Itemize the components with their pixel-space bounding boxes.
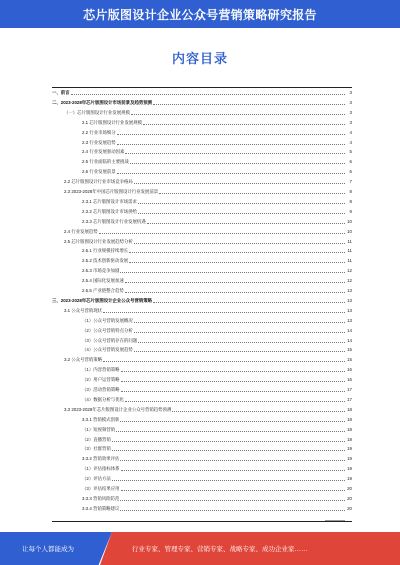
- toc-dot-leader: [159, 193, 345, 194]
- toc-entry-label: （2）用户运营策略: [82, 377, 120, 383]
- toc-entry-label: 2.1 芯片版图设计行业发展规模: [82, 119, 143, 125]
- toc-dot-leader: [134, 243, 345, 244]
- toc-entry-label: 2.5.5 产业链整合趋势: [82, 288, 124, 293]
- toc-entry[interactable]: [52, 229, 352, 235]
- toc-dot-leader: [117, 144, 345, 145]
- toc-page-number: 16: [347, 367, 352, 373]
- toc-page-number: 13: [347, 297, 352, 303]
- toc-entry[interactable]: [52, 189, 352, 195]
- toc-dot-leader: [129, 262, 345, 263]
- toc-entry[interactable]: [52, 288, 352, 294]
- toc-entry-label: （3）社群营销: [82, 446, 111, 452]
- toc-page-number: 8: [349, 189, 352, 194]
- toc-page-number: 11: [347, 238, 352, 244]
- toc-entry-label: 2.2 行业市场细分: [82, 129, 116, 135]
- toc-entry[interactable]: [52, 219, 352, 225]
- toc-entry-label: 2.5.1 行业规模持续增长: [82, 248, 129, 254]
- toc-entry-label: 2.2 芯片版图设计行业市场竞争格局: [64, 179, 133, 185]
- toc-entry-label: 3.3.2 营销效果评估: [82, 456, 120, 462]
- toc-dot-leader: [103, 312, 345, 313]
- toc-dot-leader: [99, 233, 345, 234]
- toc-dot-leader: [172, 411, 345, 412]
- toc-page-number: 16: [347, 377, 352, 383]
- toc-entry-label: 2.6 行业发展前景: [82, 169, 116, 175]
- toc-entry-label: 2.3.1 芯片版图设计市场需求: [82, 198, 137, 204]
- toc-page-number: 17: [347, 387, 352, 392]
- toc-entry[interactable]: [52, 318, 352, 324]
- toc-entry-label: 2.3.2 芯片版图设计市场供给: [82, 208, 137, 214]
- toc-entry[interactable]: [52, 328, 352, 334]
- toc-dot-leader: [121, 391, 345, 392]
- toc-entry-label: 2.5.3 市场竞争加剧: [82, 268, 120, 274]
- toc-entry[interactable]: [52, 377, 352, 383]
- toc-entry-label: （1）公众号营销发展概况: [82, 317, 133, 323]
- toc-entry[interactable]: [52, 466, 352, 472]
- toc-page-number: 3: [349, 109, 352, 115]
- toc-entry[interactable]: [52, 476, 352, 482]
- toc-dot-leader: [131, 114, 345, 115]
- toc-entry[interactable]: [52, 199, 352, 205]
- toc-entry[interactable]: [52, 437, 352, 443]
- toc-entry[interactable]: [52, 159, 352, 165]
- toc-entry[interactable]: [52, 120, 352, 126]
- toc-entry-label: （1）内容营销策略: [82, 367, 120, 373]
- toc-dot-leader: [117, 134, 345, 135]
- toc-entry[interactable]: [52, 407, 352, 413]
- toc-dot-leader: [120, 272, 345, 273]
- toc-dot-leader: [120, 460, 345, 461]
- toc-entry-label: 2.3 行业发展趋势: [82, 139, 116, 145]
- toc-entry-label: 2.5 芯片版图设计行业发展趋势分析: [64, 238, 133, 244]
- toc-page-number: 11: [347, 248, 352, 254]
- footer-slogan-right: 行业专家、管理专家、营销专家、战略专家、成功企业家……: [132, 546, 308, 553]
- report-title: 芯片版图设计企业公众号营销策略研究报告: [83, 7, 317, 22]
- toc-entry-label: （2）直播营销: [82, 436, 111, 442]
- toc-entry-label: 2.5.2 技术创新驱动发展: [82, 258, 129, 264]
- toc-entry[interactable]: [52, 427, 352, 433]
- toc-entry[interactable]: [52, 397, 352, 403]
- toc-entry-label: （4）公众号营销发展趋势: [82, 347, 133, 353]
- toc-entry-label: （3）活动营销策略: [82, 387, 120, 392]
- table-of-contents: [52, 90, 352, 518]
- toc-dot-leader: [121, 490, 345, 491]
- toc-entry-label: 3.3.1 营销模式创新: [82, 416, 120, 422]
- toc-entry-label: 二、2023-2028年芯片版图设计市场前景及趋势预测: [52, 99, 153, 105]
- toc-dot-leader: [120, 500, 345, 501]
- toc-entry[interactable]: [52, 149, 352, 155]
- toc-page-number: 12: [347, 268, 352, 274]
- footer-slogan-left: 让每个人都能成为: [22, 546, 74, 553]
- toc-dot-leader: [125, 153, 345, 154]
- toc-page-number: 8: [349, 198, 352, 204]
- toc-page-number: 13: [347, 317, 352, 323]
- toc-dot-leader: [121, 371, 345, 372]
- toc-page-number: 3: [349, 99, 352, 105]
- toc-dot-leader: [121, 470, 345, 471]
- toc-dot-leader: [129, 252, 345, 253]
- toc-entry-label: 2.4 行业发展趋势: [64, 228, 98, 234]
- toc-dot-leader: [125, 282, 345, 283]
- toc-entry[interactable]: [52, 486, 352, 492]
- toc-entry-label: 2.4 行业发展驱动因素: [82, 149, 125, 155]
- toc-entry-label: 3.3 2023-2028年芯片版图设计企业公众号营销趋势预测: [64, 406, 172, 412]
- toc-dot-leader: [153, 302, 345, 303]
- toc-entry-label: 2.5.4 国际化发展加速: [82, 278, 124, 284]
- toc-dot-leader: [147, 223, 345, 224]
- toc-entry[interactable]: [52, 110, 352, 116]
- toc-heading: 内容目录: [171, 51, 228, 66]
- toc-page-number: 18: [347, 406, 352, 412]
- toc-entry[interactable]: [52, 357, 352, 363]
- toc-entry[interactable]: [52, 169, 352, 175]
- toc-entry[interactable]: [52, 298, 352, 304]
- toc-dot-leader: [134, 332, 345, 333]
- toc-entry[interactable]: [52, 90, 352, 96]
- toc-dot-leader: [130, 163, 345, 164]
- toc-dot-leader: [112, 450, 345, 451]
- toc-top-rule: [52, 87, 352, 88]
- toc-entry-label: （一）芯片版图设计行业发展规模: [64, 109, 130, 115]
- toc-entry[interactable]: [52, 130, 352, 136]
- toc-page-number: 15: [347, 347, 352, 353]
- toc-page-number: 13: [347, 307, 352, 313]
- toc-entry-label: 三、2023-2028年芯片版图设计企业公众号营销策略: [52, 297, 153, 303]
- footer-banner: [0, 532, 400, 565]
- toc-dot-leader: [120, 421, 345, 422]
- toc-entry-label: （1）评估指标体系: [82, 466, 120, 472]
- toc-entry-label: 2.5 行业面临的主要挑战: [82, 159, 129, 165]
- toc-entry-label: （4）数据分析与优化: [82, 396, 124, 402]
- toc-page-number: 14: [347, 327, 352, 333]
- toc-page-number: 5: [349, 149, 352, 155]
- toc-dot-leader: [117, 173, 345, 174]
- toc-page-number: 20: [347, 495, 352, 501]
- toc-dot-leader: [134, 351, 345, 352]
- toc-page-number: 14: [347, 337, 352, 343]
- toc-entry-label: （2）公众号营销特点分析: [82, 327, 133, 333]
- toc-page-number: 18: [347, 416, 352, 422]
- toc-dot-leader: [112, 480, 345, 481]
- toc-page-number: 4: [349, 129, 352, 135]
- toc-dot-leader: [143, 124, 345, 125]
- toc-entry[interactable]: [52, 268, 352, 274]
- toc-dot-leader: [121, 381, 345, 382]
- toc-page-number: 11: [347, 258, 352, 264]
- toc-entry[interactable]: [52, 248, 352, 254]
- toc-page-number: 13: [347, 288, 352, 293]
- toc-entry[interactable]: [52, 456, 352, 462]
- toc-entry[interactable]: [52, 278, 352, 284]
- toc-entry-label: 一、前言: [52, 90, 70, 95]
- toc-page-number: 3: [349, 119, 352, 125]
- toc-dot-leader: [103, 361, 345, 362]
- toc-entry[interactable]: [52, 239, 352, 245]
- toc-page-number: 19: [347, 456, 352, 462]
- toc-page-number: 20: [347, 486, 352, 491]
- toc-page-number: 10: [347, 218, 352, 224]
- toc-entry-label: 2.3 2023-2028年中国芯片版图设计行业发展前景: [64, 189, 159, 194]
- toc-entry[interactable]: [52, 100, 352, 106]
- toc-page-number: 17: [347, 396, 352, 402]
- toc-entry-label: 3.3.3 营销风险防范: [82, 495, 120, 501]
- toc-entry[interactable]: [52, 140, 352, 146]
- toc-entry[interactable]: [52, 446, 352, 452]
- toc-dot-leader: [138, 342, 345, 343]
- toc-entry[interactable]: [52, 417, 352, 423]
- toc-page-number: 19: [347, 476, 352, 482]
- toc-entry[interactable]: [52, 496, 352, 502]
- toc-entry-label: （3）公众号营销存在的问题: [82, 337, 138, 343]
- toc-page-number: 15: [347, 357, 352, 363]
- toc-bottom-rule: [52, 521, 352, 522]
- toc-page-number: 4: [349, 139, 352, 145]
- toc-entry-label: 3.2 公众号营销策略: [64, 357, 103, 363]
- toc-entry[interactable]: [52, 209, 352, 215]
- toc-dot-leader: [116, 431, 345, 432]
- toc-page-number: 18: [347, 436, 352, 442]
- toc-page-number: 19: [347, 466, 352, 472]
- toc-dot-leader: [138, 213, 345, 214]
- toc-entry-label: （1）短视频营销: [82, 426, 116, 432]
- toc-entry[interactable]: [52, 506, 352, 512]
- toc-dot-leader: [134, 183, 345, 184]
- toc-entry-label: （3）评估结果应用: [82, 486, 120, 491]
- toc-dot-leader: [112, 441, 345, 442]
- toc-page-number: 7: [349, 179, 352, 185]
- toc-entry-label: 3.3.4 营销策略建议: [82, 505, 120, 511]
- toc-entry-label: 3.1 公众号营销现状: [64, 307, 103, 313]
- toc-entry[interactable]: [52, 308, 352, 314]
- toc-dot-leader: [71, 94, 345, 95]
- toc-dot-leader: [125, 401, 345, 402]
- toc-dot-leader: [120, 510, 345, 511]
- page-ornament: [325, 514, 345, 521]
- toc-page-number: 18: [347, 426, 352, 432]
- toc-entry-label: 2.3.3 芯片版图设计行业发展机遇: [82, 218, 146, 224]
- toc-dot-leader: [125, 292, 345, 293]
- toc-page-number: 6: [349, 169, 352, 175]
- toc-page-number: 9: [349, 208, 352, 214]
- toc-dot-leader: [138, 203, 345, 204]
- toc-dot-leader: [153, 104, 345, 105]
- report-header-banner: [0, 0, 400, 28]
- toc-page-number: 19: [347, 446, 352, 452]
- toc-entry-label: （2）评估方法: [82, 476, 111, 482]
- toc-entry[interactable]: [52, 179, 352, 185]
- toc-entry[interactable]: [52, 338, 352, 344]
- toc-entry[interactable]: [52, 387, 352, 393]
- toc-page-number: 12: [347, 278, 352, 284]
- toc-page-number: 3: [349, 90, 352, 95]
- toc-page-number: 6: [349, 159, 352, 165]
- toc-entry[interactable]: [52, 258, 352, 264]
- toc-page-number: 20: [347, 505, 352, 511]
- toc-dot-leader: [134, 322, 345, 323]
- toc-page-number: 10: [347, 228, 352, 234]
- toc-entry[interactable]: [52, 347, 352, 353]
- toc-entry[interactable]: [52, 367, 352, 373]
